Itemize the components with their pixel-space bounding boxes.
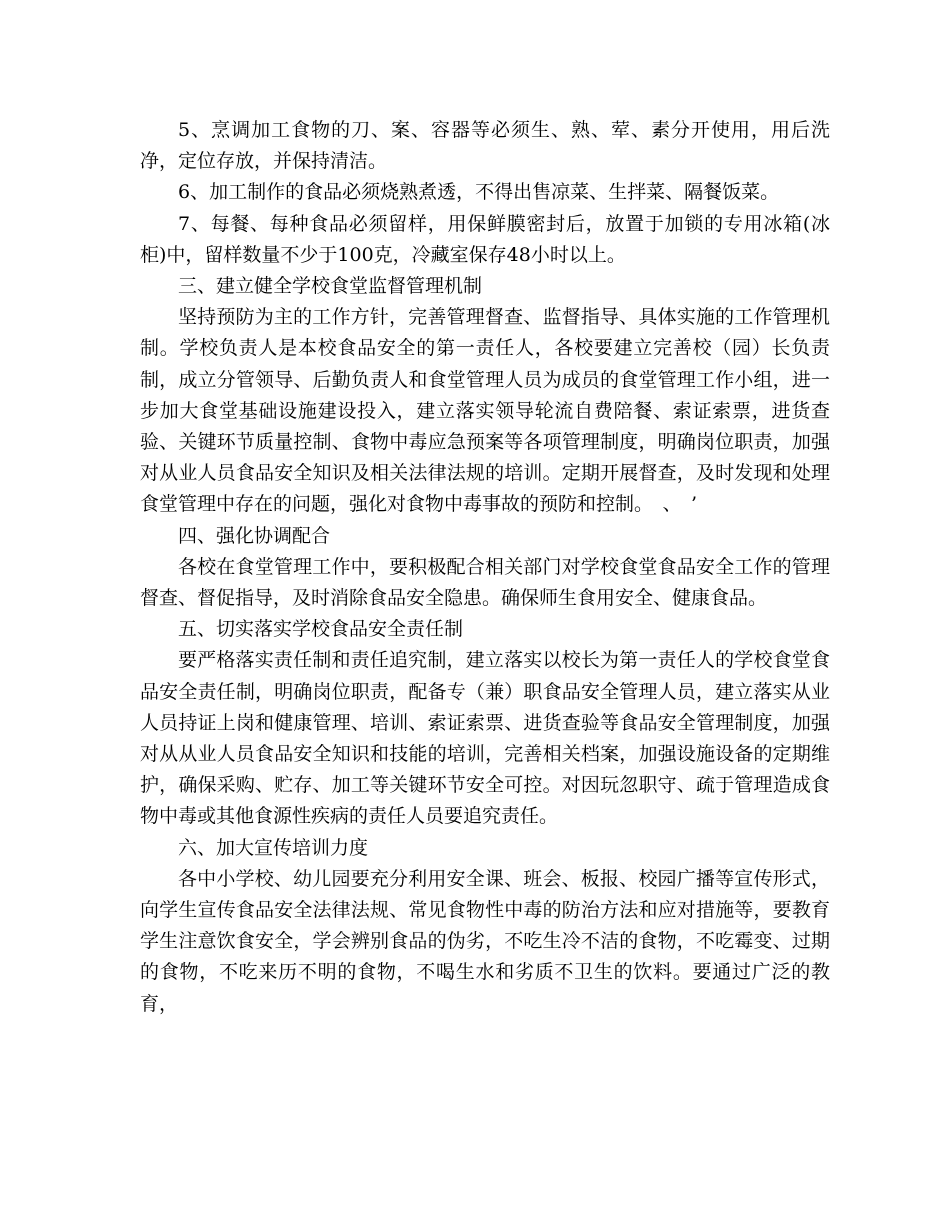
paragraph-item-5: 5、烹调加工食物的刀、案、容器等必须生、熟、荤、素分开使用，用后洗净，定位存放，并保持清洁。 [140, 119, 830, 173]
section-heading-5: 五、切实落实学校食品安全责任制 [178, 618, 464, 641]
document-body [140, 115, 830, 1020]
paragraph-section-3: 坚持预防为主的工作方针，完善管理督查、监督指导、具体实施的工作管理机制。学校负责人是本校食品安全的第一责任人，各校要建立完善校（园）长负责制，成立分管领导、后勤负责人和食堂管理人员为成员的食堂管理工作小组，进一步加大食堂基础设施建设投入，建立落实领导轮流自费陪餐、索证索票，进货查验、关键环节质量控制、食物中毒应急预案等各项管理制度，明确岗位职责，加强对从业人员食品安全知识及相关法律法规的培训。定期开展督查，及时发现和处理食堂管理中存在的问题，强化对食物中毒事故的预防和控制。 、 ’ [140, 306, 830, 516]
section-heading-3: 三、建立健全学校食堂监督管理机制 [178, 275, 483, 298]
paragraph-section-6: 各中小学校、幼儿园要充分利用安全课、班会、板报、校园广播等宣传形式，向学生宣传食品安全法律法规、常见食物性中毒的防治方法和应对措施等，要教育学生注意饮食安全，学会辨别食品的伪劣，不吃生冷不洁的食物，不吃霉变、过期的食物，不吃来历不明的食物，不喝生水和劣质不卫生的饮料。要通过广泛的教育， [140, 867, 830, 1015]
paragraph-item-6: 6、加工制作的食品必须烧熟煮透，不得出售凉菜、生拌菜、隔餐饭菜。 [178, 181, 780, 204]
paragraph-section-4: 各校在食堂管理工作中，要积极配合相关部门对学校食堂食品安全工作的管理督查、督促指导，及时消除食品安全隐患。确保师生食用安全、健康食品。 [140, 555, 830, 610]
section-heading-6: 六、加大宣传培训力度 [178, 836, 369, 859]
section-heading-4: 四、强化协调配合 [178, 524, 331, 547]
paragraph-section-5: 要严格落实责任制和责任追究制，建立落实以校长为第一责任人的学校食堂食品安全责任制，明确岗位职责，配备专（兼）职食品安全管理人员，建立落实从业人员持证上岗和健康管理、培训、索证索票、进货查验等食品安全管理制度，加强对从从业人员食品安全知识和技能的培训，完善相关档案，加强设施设备的定期维护，确保采购、贮存、加工等关键环节安全可控。对因玩忽职守、疏于管理造成食物中毒或其他食源性疾病的责任人员要追究责任。 [140, 649, 830, 828]
paragraph-item-7: 7、每餐、每种食品必须留样，用保鲜膜密封后，放置于加锁的专用冰箱(冰柜)中，留样数量不少于100克，冷藏室保存48小时以上。 [140, 212, 830, 266]
